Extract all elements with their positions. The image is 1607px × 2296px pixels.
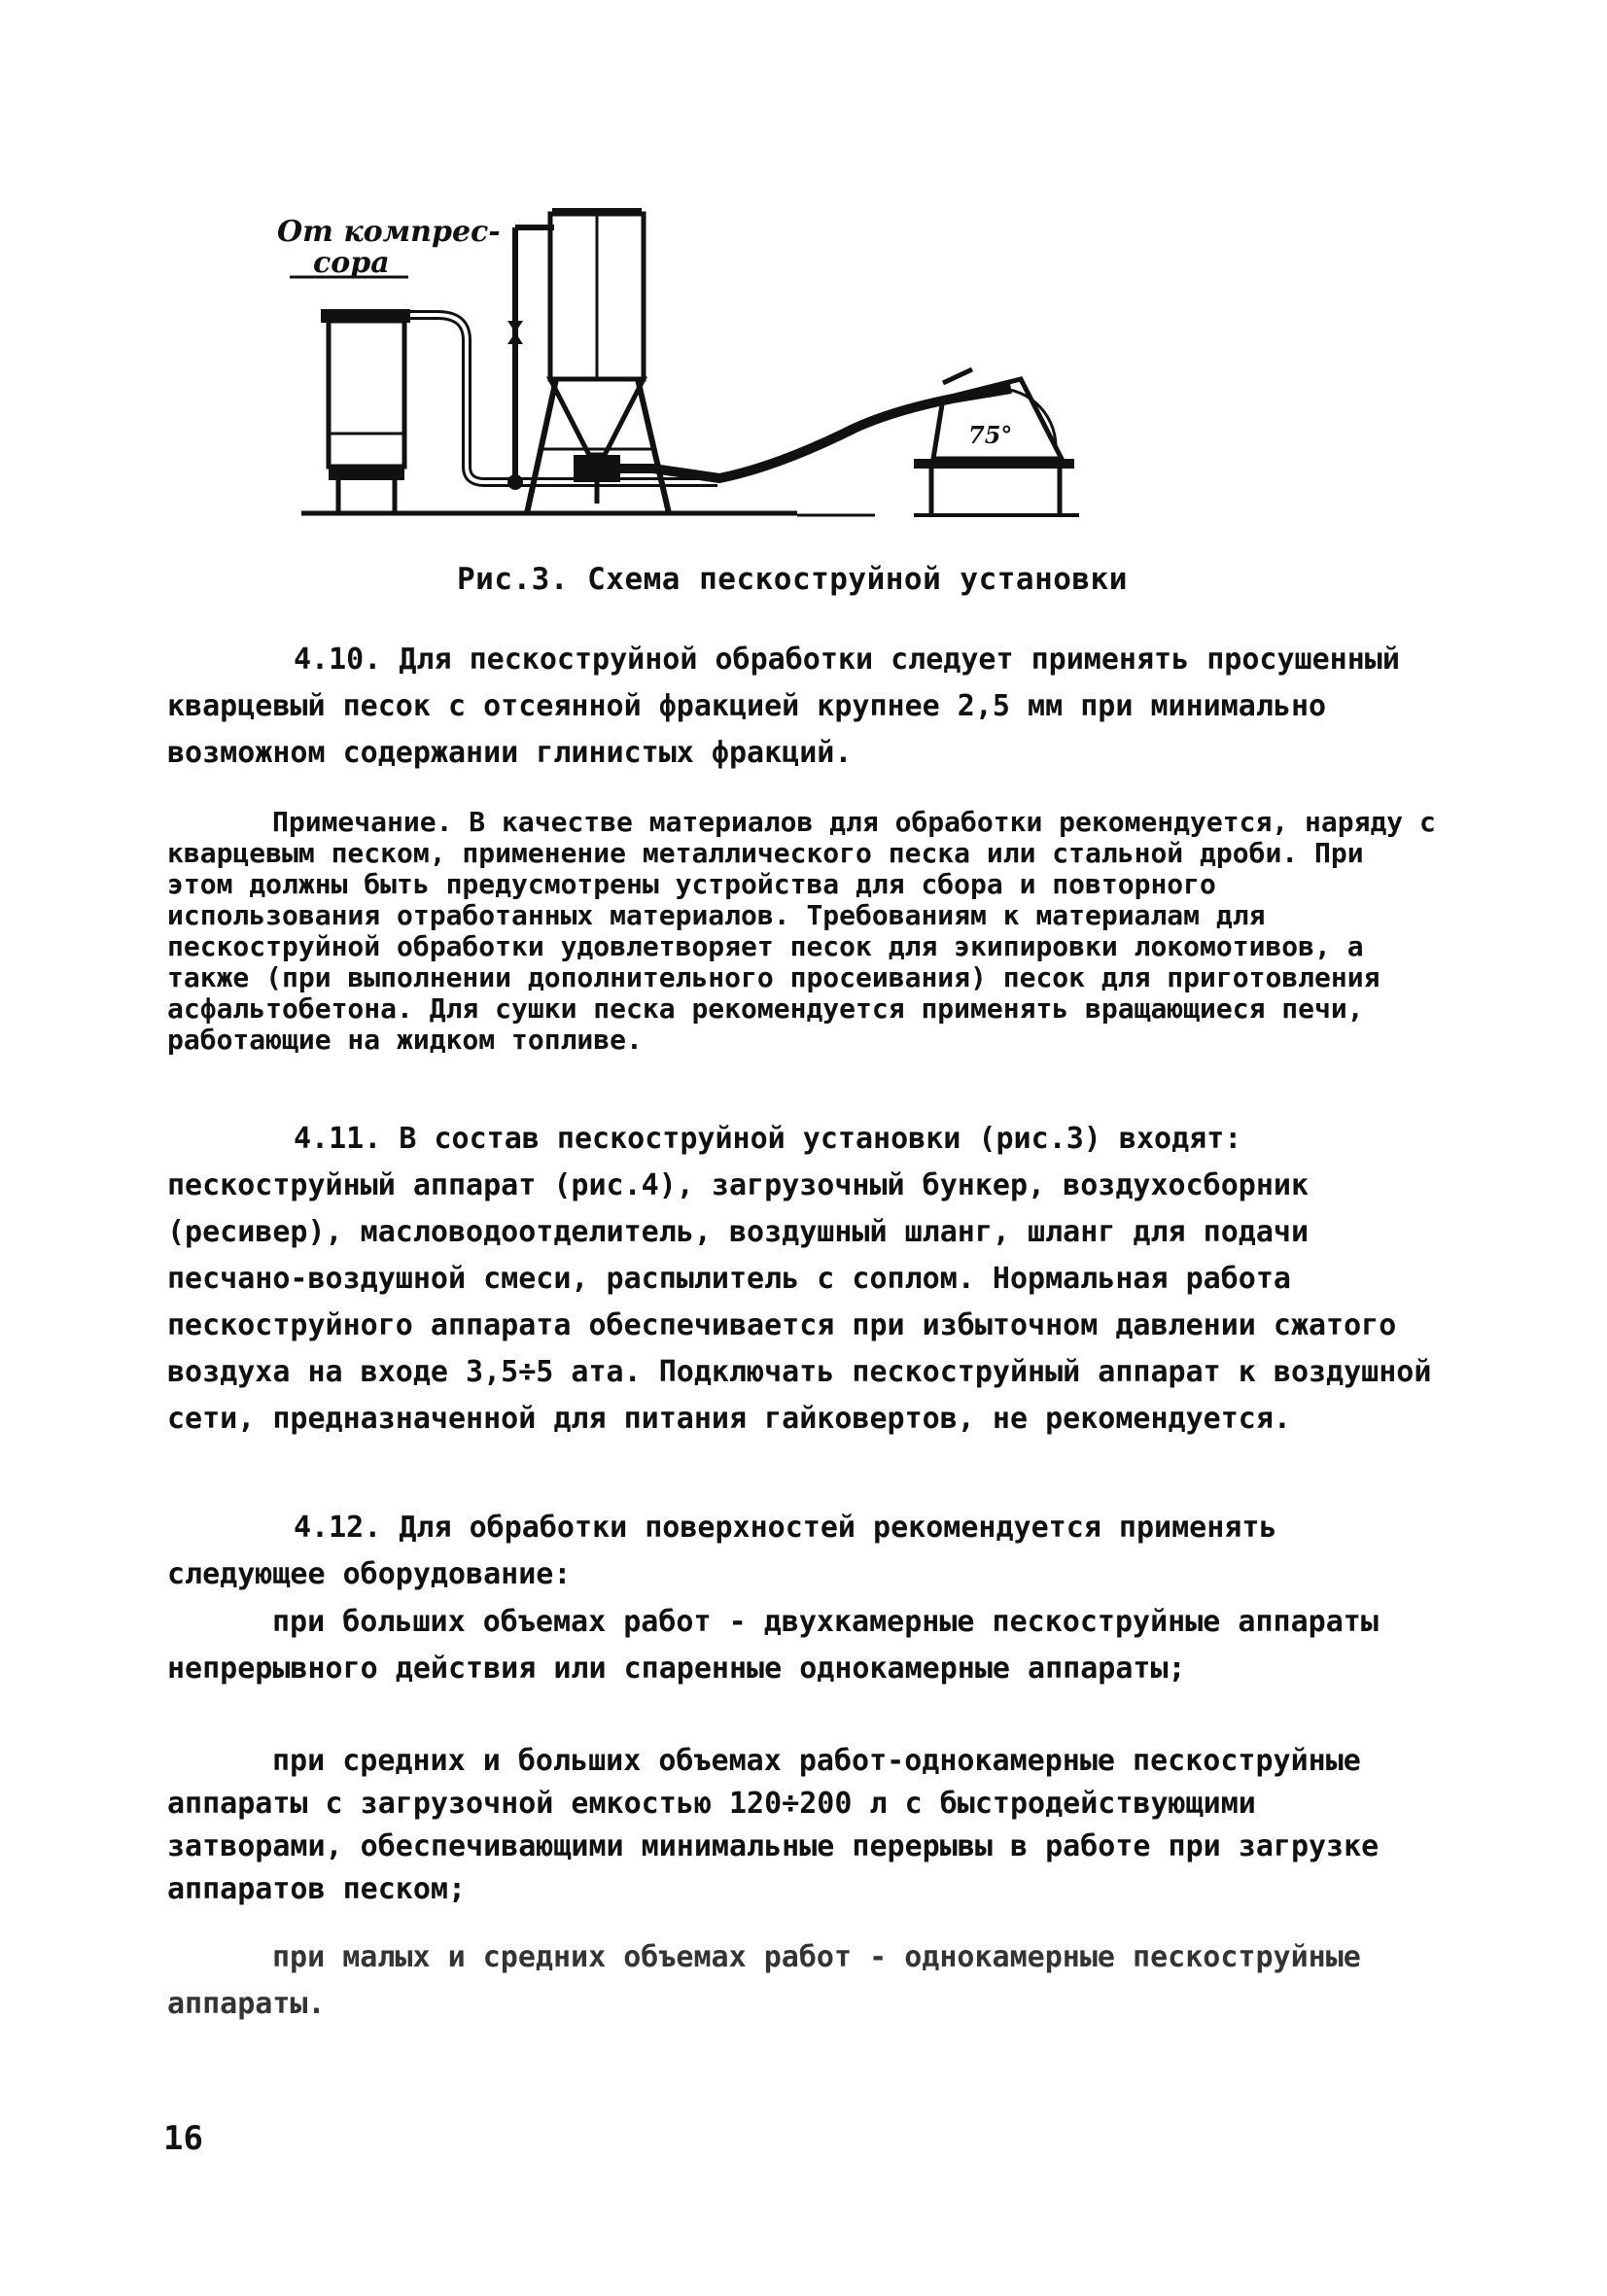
list-item: при больших объемах работ - двухкамерные пескоструйные аппараты непрерывного действия или спаренные однокамерные аппараты; [167,1605,1379,1686]
paragraph-4-12 [167,1505,1441,1598]
diagram-svg [272,194,1205,544]
hopper-leg-left [527,379,556,513]
sandblast-installation-diagram [272,194,1205,544]
workpiece-base [914,459,1074,469]
paragraph-4-10 [167,637,1441,777]
diagram-label-line1: От компрес- [277,215,501,249]
paragraph-4-10-text: 4.10. Для пескоструйной обработки следует применять просушенный кварцевый песок с отсеянной фракцией крупнее 2,5 мм при минимально возможном содержании глинистых фракций. [167,643,1400,770]
nozzle [943,369,972,383]
diagram-label-line2: сора [313,246,390,280]
page-number: 16 [163,2119,203,2158]
note-paragraph: Примечание. В качестве материалов для обработки рекомендуется, наряду с кварцевым песком, применение металлического песка или стальной дроби. При этом должны быть предусмотрены устройства для сбора и повторного использования отработанных материалов. Требованиям к материалам для пескоструйной обработки удовлетворяет песок для экипировки локомотивов, а также (при выполнении дополнительного просеивания) песок для приготовления асфальтобетона. Для сушки песка рекомендуется применять вращающиеся печи, работающие на жидком топливе. [167,806,1436,1056]
hopper-cone [550,379,644,455]
hopper-leg-right [638,379,669,513]
figure-caption: Рис.3. Схема пескоструйной установки [457,562,1128,597]
receiver-base [329,467,404,480]
valve-icon [507,321,523,332]
paragraph-4-11-text: 4.11. В состав пескоструйной установки (рис.3) входят: пескоструйный аппарат (рис.4), загрузочный бункер, воздухосборник (ресивер), масловодоотделитель, воздушный шланг, шланг для подачи песчано-воздушной смеси, распылитель с соплом. Нормальная работа пескоструйного аппарата обеспечивается при избыточном давлении сжатого воздуха на входе 3,5÷5 ата. Подключать пескоструйный аппарат к воздушной сети, предназначенной для питания гайковертов, не рекомендуется. [167,1122,1432,1436]
angle-label: 75° [968,421,1013,449]
air-pipe [410,315,717,482]
list-item: при средних и больших объемах работ-однокамерные пескоструйные аппараты с загрузочной емкостью 120÷200 л с быстродействующими затворами, обеспечивающими минимальные перерывы в работе при загрузке аппаратов песком; [167,1744,1380,1906]
mixing-valve [574,455,620,482]
paragraph-4-11 [167,1116,1441,1443]
receiver-box [329,321,404,467]
list-item: при малых и средних объемах работ - однокамерные пескоструйные аппараты. [167,1940,1361,2021]
paragraph-4-12-text: 4.12. Для обработки поверхностей рекомендуется применять следующее оборудование: [167,1511,1277,1591]
receiver-top [321,309,410,323]
